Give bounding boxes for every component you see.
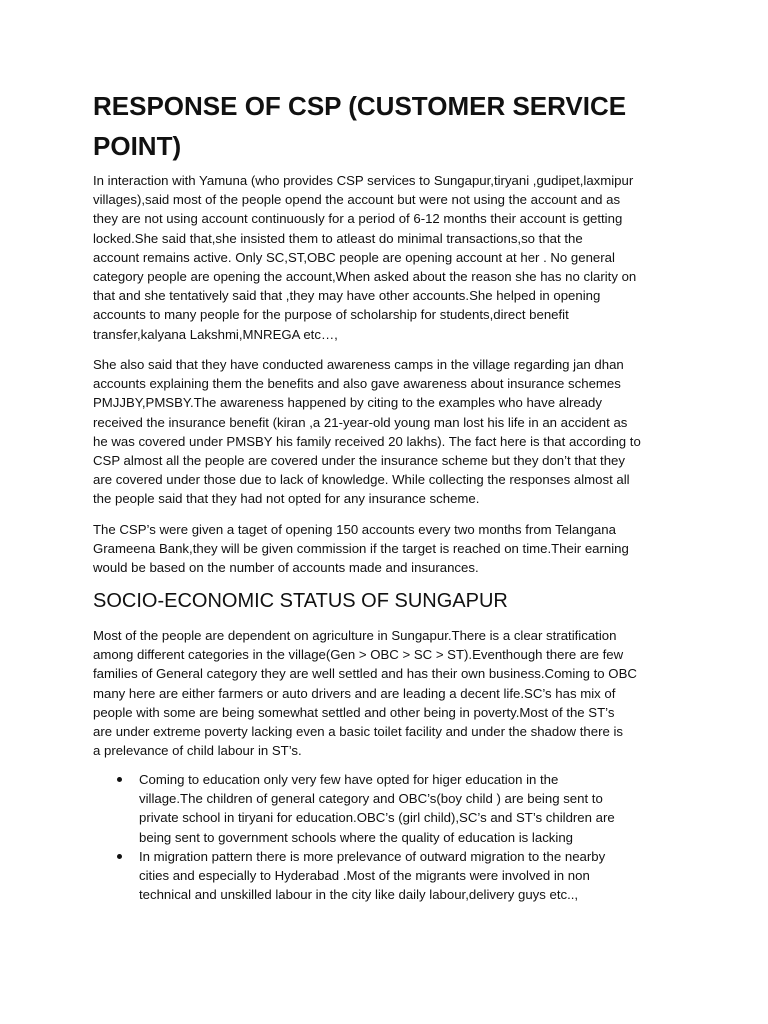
bullet-item-migration [139, 847, 605, 905]
bullet-icon [117, 777, 122, 782]
paragraph-awareness [93, 355, 641, 509]
text-line: being sent to government schools where the quality of education is lacking [139, 829, 573, 845]
text-line: are covered under those due to lack of knowledge. While collecting the responses almost all [93, 472, 630, 488]
text-line: transfer,kalyana Lakshmi,MNREGA etc…, [93, 326, 338, 342]
text-line: village.The children of general category and OBC’s(boy child ) are being sent to [139, 791, 603, 807]
text-line: cities and especially to Hyderabad .Most of the migrants were involved in non [139, 868, 590, 884]
text-line: The CSP’s were given a taget of opening 150 accounts every two months from Telangana [93, 522, 616, 537]
text-line: they are not using account continuously for a period of 6-12 months their account is getting [93, 211, 623, 227]
text-line: Coming to education only very few have opted for higer education in the [139, 772, 559, 787]
text-line: he was covered under PMSBY his family received 20 lakhs). The fact here is that according to [93, 433, 641, 449]
title-line: RESPONSE OF CSP (CUSTOMER SERVICE [93, 91, 627, 121]
paragraph-csp-interaction [93, 171, 636, 344]
text-line: would be based on the number of accounts made and insurances. [93, 560, 479, 576]
section-heading: SOCIO-ECONOMIC STATUS OF SUNGAPUR [93, 590, 508, 612]
text-line: category people are opening the account,When asked about the reason she has no clarity on [93, 269, 637, 285]
paragraph-targets [93, 520, 629, 578]
text-line: villages),said most of the people opend the account but were not using the account and as [93, 192, 621, 208]
text-line: that and she tentatively said that ,they may have other accounts.She helped in opening [93, 288, 601, 304]
text-line: received the insurance benefit (kiran ,a 21-year-old young man lost his life in an accident as [93, 414, 628, 430]
text-line: In migration pattern there is more prelevance of outward migration to the nearby [139, 849, 606, 864]
text-line: accounts explaining them the benefits and also gave awareness about insurance schemes [93, 376, 621, 392]
page-title [93, 86, 626, 166]
paragraph-socio-economic [93, 626, 637, 760]
text-line: are under extreme poverty lacking even a basic toilet facility and under the shadow there is [93, 724, 623, 740]
text-line: accounts to many people for the purpose of scholarship for students,direct benefit [93, 307, 569, 323]
text-line: Grameena Bank,they will be given commission if the target is reached on time.Their earning [93, 541, 629, 557]
bullet-icon [117, 854, 122, 859]
text-line: among different categories in the village(Gen > OBC > SC > ST).Eventhough there are few [93, 647, 624, 663]
text-line: a prelevance of child labour in ST’s. [93, 743, 302, 759]
text-line: private school in tiryani for education.OBC’s (girl child),SC’s and ST’s children are [139, 810, 615, 826]
text-line: families of General category they are well settled and has their own business.Coming to OBC [93, 666, 637, 682]
text-line: many here are either farmers or auto drivers and are leading a decent life.SC’s has mix of [93, 685, 616, 701]
text-line: CSP almost all the people are covered under the insurance scheme but they don’t that they [93, 453, 625, 469]
text-line: Most of the people are dependent on agriculture in Sungapur.There is a clear stratification [93, 628, 617, 643]
text-line: In interaction with Yamuna (who provides CSP services to Sungapur,tiryani ,gudipet,laxmipur [93, 173, 634, 188]
text-line: She also said that they have conducted awareness camps in the village regarding jan dhan [93, 357, 624, 372]
text-line: the people said that they had not opted for any insurance scheme. [93, 491, 480, 507]
text-line: PMJJBY,PMSBY.The awareness happened by citing to the examples who have already [93, 395, 602, 411]
text-line: locked.She said that,she insisted them to atleast do minimal transactions,so that the [93, 230, 583, 246]
text-line: technical and unskilled labour in the city like daily labour,delivery guys etc.., [139, 887, 579, 903]
title-line: POINT) [93, 131, 182, 161]
bullet-item-education [139, 770, 615, 847]
text-line: people with some are being somewhat settled and other being in poverty.Most of the ST’s [93, 704, 615, 720]
text-line: account remains active. Only SC,ST,OBC people are opening account at her . No general [93, 249, 615, 265]
